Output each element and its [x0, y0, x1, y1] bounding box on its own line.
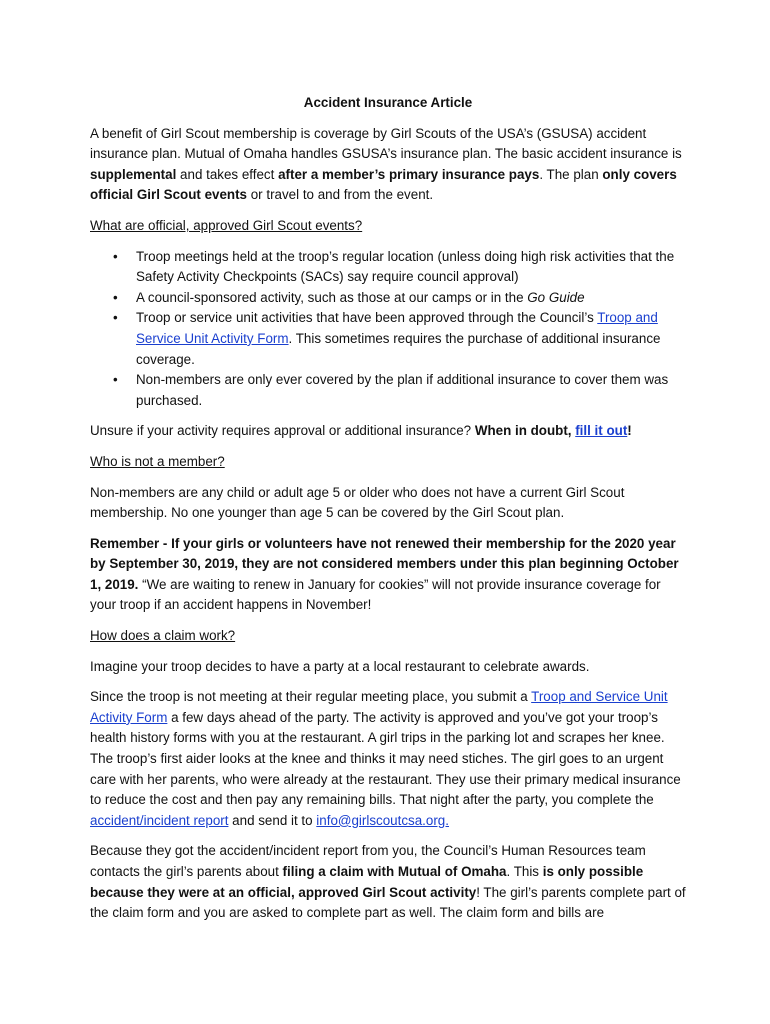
email-link[interactable]: info@girlscoutcsa.org.	[316, 812, 449, 828]
article-body	[90, 93, 686, 934]
list-item	[90, 247, 686, 288]
bullet-glyph: •	[113, 289, 118, 305]
heading-claim: How does a claim work?	[90, 628, 236, 644]
intro-bold-supplemental: supplemental	[90, 166, 177, 182]
bullet-text: Troop meetings held at the troop’s regular location (unless doing high risk activities that the Safety Activity Checkpoints (SACs) say require council approval)	[136, 248, 675, 285]
because-text-1: Because they got the accident/incident report from you, the Council’s Human Resources team contacts the girl’s parents about	[90, 843, 646, 879]
bullet-text: Non-members are only ever covered by the plan if additional insurance to cover them was purchased.	[136, 372, 669, 408]
article-title: Accident Insurance Article	[303, 95, 473, 110]
bullet-text: A council-sponsored activity, such as those at our camps or in the	[136, 289, 528, 305]
since-text-3: and send it to	[228, 812, 317, 828]
intro-text-2: and takes effect	[176, 166, 279, 182]
bullet-text: Troop or service unit activities that have been approved through the Council’s	[136, 310, 598, 326]
remember-paragraph	[90, 534, 686, 616]
since-text-1: Since the troop is not meeting at their regular meeting place, you submit a	[90, 689, 532, 705]
remember-bold: Remember - If your girls or volunteers have not renewed their membership for the 2020 year by September 30, 2019, they are not considered members under this plan beginning October 1, 2019.	[90, 535, 679, 592]
intro-text-4: or travel to and from the event.	[247, 187, 434, 203]
fill-it-out-link[interactable]: fill it out	[575, 423, 628, 439]
bullet-glyph: •	[113, 248, 118, 264]
intro-bold-primary-pays: after a member’s primary insurance pays	[278, 166, 540, 182]
intro-text-1: A benefit of Girl Scout membership is coverage by Girl Scouts of the USA’s (GSUSA) accident insurance plan. Mutual of Omaha handles GSUSA’s insurance plan. The basic accident insurance is	[90, 125, 682, 162]
intro-bold-only-covers: only covers official Girl Scout events	[90, 166, 677, 203]
nonmembers-paragraph: Non-members are any child or adult age 5 or older who does not have a current Girl Scout membership. No one younger than age 5 can be covered by the Girl Scout plan.	[90, 484, 625, 521]
unsure-bold	[475, 423, 632, 438]
because-paragraph	[90, 841, 686, 923]
bullet-glyph: •	[113, 372, 118, 388]
intro-text-3: . The plan	[539, 166, 603, 182]
because-bold-1: filing a claim with Mutual of Omaha	[282, 864, 507, 879]
unsure-paragraph	[90, 421, 686, 442]
list-item	[90, 288, 686, 309]
activity-form-link-2[interactable]: Troop and Service Unit Activity Form	[90, 689, 668, 725]
unsure-text: Unsure if your activity requires approval or additional insurance?	[90, 423, 475, 439]
official-events-list	[90, 247, 686, 412]
list-item	[90, 370, 686, 411]
remember-text: “We are waiting to renew in January for cookies” will not provide insurance coverage for your troop if an accident happens in November!	[90, 576, 661, 613]
intro-paragraph	[90, 124, 686, 206]
bullet-text: . This sometimes requires the purchase of additional insurance coverage.	[136, 330, 661, 367]
bullet-glyph: •	[113, 310, 118, 326]
since-text-2: a few days ahead of the party. The activity is approved and you’ve got your troop’s health history forms with you at the restaurant. A girl trips in the parking lot and scrapes her knee. The troop’s first aider looks at the knee and thinks it may need stiches. The girl goes to an urgent care with her parents, who were already at the restaurant. They use their primary medical insurance to reduce the cost and then pay any remaining bills. That night after the party, you complete the	[90, 709, 681, 808]
because-text-3: ! The girl’s parents complete part of the claim form and you are asked to complete part as well. The claim form and bills are	[90, 884, 686, 921]
activity-form-link[interactable]: Troop and Service Unit Activity Form	[136, 310, 658, 346]
since-paragraph	[90, 687, 686, 831]
list-item	[90, 308, 686, 370]
because-text-2: . This	[506, 864, 543, 879]
exclamation: !	[627, 423, 632, 439]
when-in-doubt-text: When in doubt,	[474, 423, 576, 439]
heading-official-events: What are official, approved Girl Scout events?	[90, 217, 363, 233]
because-bold-2: is only possible because they were at an official, approved Girl Scout activity	[90, 864, 644, 900]
heading-not-member: Who is not a member?	[90, 453, 225, 469]
go-guide-emphasis: Go Guide	[527, 289, 585, 305]
imagine-paragraph: Imagine your troop decides to have a party at a local restaurant to celebrate awards.	[90, 658, 590, 674]
incident-report-link[interactable]: accident/incident report	[90, 812, 229, 828]
